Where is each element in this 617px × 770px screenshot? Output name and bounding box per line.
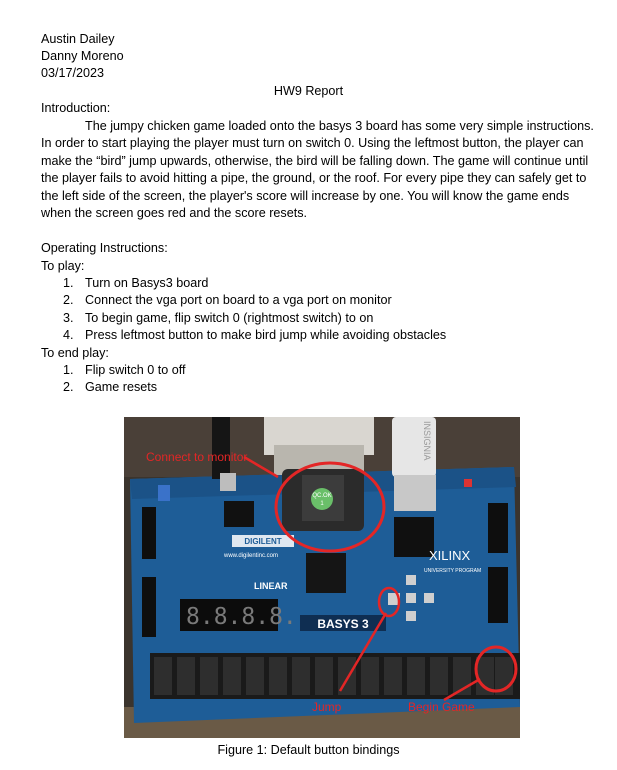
slide-switch: [223, 657, 241, 695]
ram-chip: [306, 553, 346, 593]
list-number: 4.: [63, 328, 74, 342]
list-item: [63, 327, 446, 344]
report-title: HW9 Report: [273, 84, 344, 98]
slide-switch: [361, 657, 379, 695]
play-heading: To play:: [41, 259, 85, 273]
power-cable: [212, 417, 230, 479]
usb-port: [394, 475, 436, 511]
end-heading: To end play:: [41, 346, 109, 360]
list-item-text: Press leftmost button to make bird jump while avoiding obstacles: [85, 328, 447, 342]
section-heading-operating: Operating Instructions:: [41, 241, 168, 255]
push-button-up: [406, 575, 416, 585]
list-number: 3.: [63, 311, 74, 325]
push-button-right: [424, 593, 434, 603]
slide-switch: [430, 657, 448, 695]
slide-switch: [154, 657, 172, 695]
introduction-text: The jumpy chicken game loaded onto the basys 3 board has some very simple instructions. In order to start playing the player must turn on switch 0. Using the leftmost button, the player can make the “bird” jump upwards, otherwise, the bird will be falling down. The game will continue until the player fails to avoid hitting a pipe, the ground, or the roof. For every pipe they can safely get to the left side of the screen, the player's score will increase by one. You will know the game ends when the screen goes red and the score resets.: [41, 119, 594, 221]
fpga-chip: [394, 517, 434, 557]
micro-usb-port: [220, 473, 236, 491]
push-button-center: [406, 593, 416, 603]
pmod-header-left: [142, 577, 156, 637]
annotation-jump: Jump: [312, 700, 342, 714]
basys3-label: BASYS 3: [317, 617, 369, 631]
slide-switch: [177, 657, 195, 695]
list-number: 2.: [63, 380, 74, 394]
pmod-header-right: [488, 503, 508, 553]
slide-switch: [407, 657, 425, 695]
author-name: Austin Dailey: [41, 32, 115, 46]
board-illustration: [124, 417, 520, 738]
basys3-board-photo: [124, 417, 520, 738]
list-item-text: Game resets: [85, 380, 158, 394]
university-program-text: UNIVERSITY PROGRAM: [424, 568, 482, 574]
slide-switch: [269, 657, 287, 695]
list-item-text: Turn on Basys3 board: [85, 276, 209, 290]
qc-sticker-number: 1: [320, 501, 324, 507]
digilent-logo-text: DIGILENT: [244, 537, 282, 546]
report-date: 03/17/2023: [41, 66, 105, 80]
list-item: [63, 310, 373, 327]
list-item: [63, 379, 157, 396]
push-button-down: [406, 611, 416, 621]
slide-switch: [292, 657, 310, 695]
slide-switch: [315, 657, 333, 695]
list-item: [63, 292, 392, 309]
pmod-header-left: [142, 507, 156, 559]
usb-drive-label: INSIGNIA: [422, 421, 432, 461]
qc-sticker-label: QC.OK: [312, 493, 332, 499]
pmod-header-right: [488, 567, 508, 623]
list-number: 2.: [63, 293, 74, 307]
xilinx-logo-text: XILINX: [429, 548, 471, 563]
list-item: [63, 275, 208, 292]
website-text: www.digilentinc.com: [224, 553, 279, 559]
list-item: [63, 362, 186, 379]
list-item-text: To begin game, flip switch 0 (rightmost switch) to on: [85, 311, 374, 325]
list-item-text: Flip switch 0 to off: [85, 363, 186, 377]
figure-caption: Figure 1: Default button bindings: [217, 743, 400, 757]
list-number: 1.: [63, 276, 74, 290]
annotation-connect-monitor: Connect to monitor: [146, 450, 248, 464]
linear-logo-text: LINEAR: [254, 581, 288, 591]
ic-chip: [224, 501, 254, 527]
list-item-text: Connect the vga port on board to a vga port on monitor: [85, 293, 392, 307]
annotation-begin-game: Begin Game: [408, 700, 475, 714]
author-name: Danny Moreno: [41, 49, 124, 63]
slide-switch: [246, 657, 264, 695]
slide-switch: [200, 657, 218, 695]
section-heading-introduction: Introduction:: [41, 101, 111, 115]
slide-switch: [384, 657, 402, 695]
jumper: [158, 485, 170, 501]
introduction-paragraph: [41, 118, 601, 222]
slide-switch-row: [150, 653, 520, 699]
list-number: 1.: [63, 363, 74, 377]
seven-segment-digits: 8.8.8.8.: [186, 604, 297, 630]
reset-button: [464, 479, 472, 487]
